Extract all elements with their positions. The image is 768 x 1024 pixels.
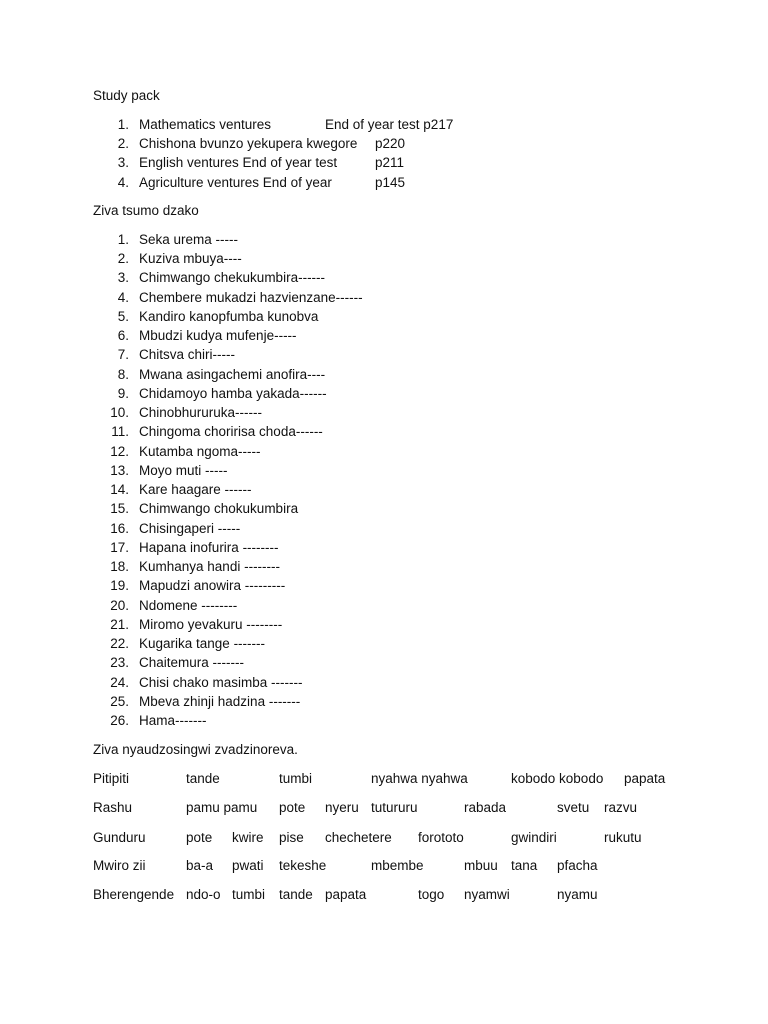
ideophone-word: tande: [186, 771, 220, 786]
item-number: 19.: [110, 578, 129, 593]
item-number: 16.: [110, 521, 129, 536]
ideophone-word: Rashu: [93, 800, 133, 815]
ideophone-word: forototo: [418, 830, 464, 845]
ideophone-word: togo: [418, 887, 445, 902]
ideophone-word: pise: [279, 830, 304, 845]
proverb-text: Chisingaperi -----: [139, 521, 241, 536]
ideophone-word: Mwiro zii: [93, 858, 146, 873]
ideophone-word: gwindiri: [511, 830, 557, 845]
ideophone-word: papata: [624, 771, 666, 786]
ideophone-word: mbembe: [371, 858, 424, 873]
item-number: 21.: [110, 617, 129, 632]
proverb-text: Kutamba ngoma-----: [139, 444, 261, 459]
proverb-text: Chingoma choririsa choda------: [139, 424, 323, 439]
ideophone-word: kobodo kobodo: [511, 771, 604, 786]
proverb-text: Kumhanya handi --------: [139, 559, 281, 574]
item-number: 5.: [117, 309, 129, 324]
item-number: 18.: [110, 559, 129, 574]
item-reference: End of year test p217: [325, 117, 454, 132]
item-number: 20.: [110, 598, 129, 613]
ideophone-word: nyahwa nyahwa: [371, 771, 468, 786]
item-number: 10.: [110, 405, 129, 420]
proverb-text: Chitsva chiri-----: [139, 347, 235, 362]
proverb-text: Miromo yevakuru --------: [139, 617, 283, 632]
ideophone-word: tana: [511, 858, 538, 873]
item-number: 24.: [110, 675, 129, 690]
item-reference: p145: [375, 175, 406, 190]
item-number: 2.: [117, 251, 129, 266]
ideophone-word: nyeru: [325, 800, 359, 815]
proverb-text: Chimwango chokukumbira: [139, 501, 299, 516]
item-title: English ventures End of year test: [139, 155, 338, 170]
ideophone-word: tutururu: [371, 800, 418, 815]
item-number: 8.: [117, 367, 129, 382]
item-number: 14.: [110, 482, 129, 497]
item-number: 3.: [117, 155, 129, 170]
item-number: 13.: [110, 463, 129, 478]
ideophone-word: razvu: [604, 800, 638, 815]
ideophone-word: Pitipiti: [93, 771, 130, 786]
item-number: 11.: [111, 424, 129, 439]
proverb-text: Kare haagare ------: [139, 482, 252, 497]
ideophone-word: Gunduru: [93, 830, 146, 845]
proverb-text: Seka urema -----: [139, 232, 239, 247]
proverb-text: Chembere mukadzi hazvienzane------: [139, 290, 363, 305]
proverb-text: Chaitemura -------: [139, 655, 245, 670]
proverb-text: Chisi chako masimba -------: [139, 675, 303, 690]
item-number: 6.: [117, 328, 129, 343]
item-title: Mathematics ventures: [139, 117, 272, 132]
proverb-text: Chimwango chekukumbira------: [139, 270, 326, 285]
tsumo-heading: Ziva tsumo dzako: [93, 203, 199, 218]
proverb-text: Mbudzi kudya mufenje-----: [139, 328, 297, 343]
proverb-text: Kugarika tange -------: [139, 636, 266, 651]
item-number: 4.: [117, 175, 129, 190]
proverb-text: Ndomene --------: [139, 598, 238, 613]
ideophone-word: svetu: [557, 800, 590, 815]
item-number: 17.: [110, 540, 129, 555]
item-title: Agriculture ventures End of year: [139, 175, 332, 190]
proverb-text: Kuziva mbuya----: [139, 251, 242, 266]
ideophone-word: ndo-o: [186, 887, 221, 902]
item-number: 23.: [110, 655, 129, 670]
proverb-text: Mapudzi anowira ---------: [139, 578, 286, 593]
nyaudzosingwi-heading: Ziva nyaudzosingwi zvadzinoreva.: [93, 742, 298, 757]
item-reference: p211: [375, 155, 405, 170]
item-number: 26.: [110, 713, 129, 728]
item-number: 3.: [117, 270, 129, 285]
ideophone-word: ba-a: [186, 858, 214, 873]
item-number: 2.: [117, 136, 129, 151]
ideophone-word: tekeshe: [279, 858, 327, 873]
ideophone-word: tande: [279, 887, 313, 902]
ideophone-word: mbuu: [464, 858, 498, 873]
proverb-text: Hama-------: [139, 713, 207, 728]
ideophone-word: rabada: [464, 800, 507, 815]
item-number: 1.: [117, 232, 129, 247]
study-pack-heading: Study pack: [93, 88, 160, 103]
ideophone-word: tumbi: [232, 887, 266, 902]
ideophone-word: tumbi: [279, 771, 313, 786]
item-number: 7.: [117, 347, 129, 362]
proverb-text: Mbeva zhinji hadzina -------: [139, 694, 301, 709]
ideophone-word: chechetere: [325, 830, 392, 845]
ideophone-word: papata: [325, 887, 367, 902]
proverb-text: Moyo muti -----: [139, 463, 228, 478]
ideophone-word: pote: [279, 800, 306, 815]
item-number: 25.: [110, 694, 129, 709]
ideophone-word: nyamwi: [464, 887, 510, 902]
item-number: 1.: [117, 117, 129, 132]
ideophone-word: Bherengende: [93, 887, 175, 902]
ideophone-word: pwati: [232, 858, 264, 873]
item-number: 9.: [117, 386, 129, 401]
item-title: Chishona bvunzo yekupera kwegore: [139, 136, 358, 151]
proverb-text: Chidamoyo hamba yakada------: [139, 386, 327, 401]
ideophone-word: nyamu: [557, 887, 598, 902]
item-number: 15.: [110, 501, 129, 516]
proverb-text: Kandiro kanopfumba kunobva: [139, 309, 319, 324]
item-number: 12.: [110, 444, 129, 459]
proverb-text: Mwana asingachemi anofira----: [139, 367, 326, 382]
proverb-text: Hapana inofurira --------: [139, 540, 279, 555]
ideophone-word: pote: [186, 830, 213, 845]
ideophone-word: pamu pamu: [186, 800, 258, 815]
item-reference: p220: [375, 136, 406, 151]
item-number: 4.: [117, 290, 129, 305]
ideophone-word: rukutu: [604, 830, 642, 845]
ideophone-word: kwire: [232, 830, 264, 845]
item-number: 22.: [110, 636, 129, 651]
ideophone-word: pfacha: [557, 858, 598, 873]
proverb-text: Chinobhururuka------: [139, 405, 263, 420]
